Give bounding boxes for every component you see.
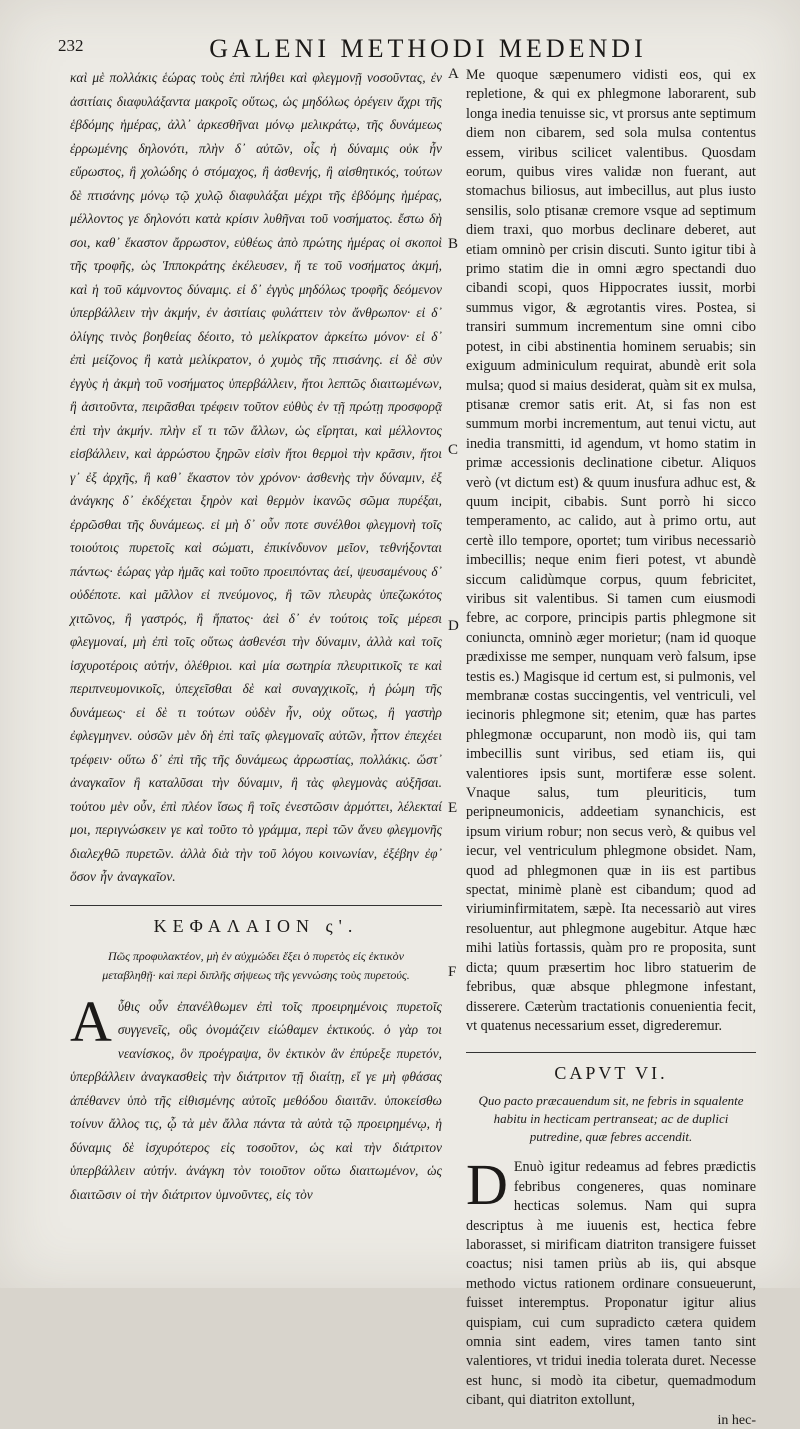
greek-column [70, 66, 442, 1206]
margin-letter-f: F [448, 964, 457, 980]
latin-chapter-text [466, 1152, 756, 1428]
latin-column [466, 66, 756, 1428]
greek-dropcap: Α [70, 988, 112, 1054]
greek-chapter-summary: Πῶς προφυλακτέον, μὴ ἐν αὐχμώδει ἕξει ὁ πυρετὸς εἰς ἑκτικὸν μεταβληθῇ· καὶ περὶ διπλῆς σήψεως τῆς γεννώσης τοὺς πυρετούς. [102, 948, 410, 982]
catchword: in hec- [717, 1412, 756, 1428]
greek-chapter-text [70, 988, 442, 1207]
latin-dropcap: D [466, 1152, 508, 1218]
greek-chapter-paragraph: ὖθις οὖν ἐπανέλθωμεν ἐπὶ τοῖς προειρημένοις πυρετοῖς συγγενεῖς, οὓς ὀνομάζειν εἰώθαμεν ἑκτικούς. ὁ γὰρ τοι νεανίσκος, ὃν προέγραψα, ὃν ἑκτικὸν ἂν ἐπύρεξε πυρετόν, ὑπερβάλλειν ἀναγκασθεὶς τὴν διάτριτον τῇ διαίτῃ, εἴ γε μὴ φθάσας ἀπέθανεν ὑπὸ τῆς εἰθισμένης αὐτοῖς μεθόδου διαιτᾶν. ὑποκείσθω τοίνυν ἄλλος τις, ᾧ τὰ μὲν ἄλλα πάντα τὰ αὐτὰ τῷ προειρημένῳ, ἡ δύναμις δὲ ἰσχυρότερος εἰς τοσοῦτον, ὡς καὶ τὴν διάτριτον ὑπερβάλλειν αὐτήν. ἀνάγκη τὸν τοιοῦτον οὕτω διαιτωμένον, ὡς διαιτῶσιν οἱ τὴν διάτριτον ὑμνοῦντες, εἰς τὸν [70, 998, 442, 1202]
latin-text [466, 66, 756, 1036]
margin-letter-a: A [448, 66, 459, 82]
margin-letter-e: E [448, 800, 458, 816]
greek-text [70, 66, 442, 889]
running-head [58, 34, 748, 68]
greek-paragraph: καὶ μὲ πολλάκις ἑώρας τοὺς ἐπὶ πλήθει καὶ φλεγμονῇ νοσοῦντας, ἐν ἀσιτίαις διαφυλάξαντα μακροῖς οὕτως, ὡς μηδόλως ὀρέγειν ἄχρι τῆς ἑβδόμης ἡμέρας, ἀλλ᾽ ἀρκεσθῆναι μόνῳ μελικράτῳ, τῆς δυνάμεως ἐρρωμένης δηλονότι, πλὴν δ᾽ αὐτῶν, οἷς ἡ δύναμις οὐκ ἦν εὔρωστος, ἢ χολώδης ὁ στόμαχος, ἢ ἀσθενής, ἢ αἰσθητικός, τούτων δὲ πτισάνης μόνῳ τῷ χυλῷ διαφυλάξαι μέχρι τῆς ἑβδόμης ἡμέρας, μέλλοντος γε δηλονότι κατὰ κρίσιν λυθῆναι τοῦ νοσήματος. ἔστω δὴ σοι, καθ᾽ ἕκαστον ἄρρωστον, εὐθέως ἀπὸ πρώτης ἡμέρας οἱ σκοποὶ τῆς τροφῆς, ὡς Ἱπποκράτης ἐκέλευσεν, ἥ τε τοῦ νοσήματος ἀκμή, καὶ ἡ τοῦ κάμνοντος δύναμις. εἰ δ᾽ ἐγγὺς μηδόλως τροφῆς δεόμενον ὑπερβάλλειν τὴν ἀκμήν, ἐν ἀσιτίαις φυλάττειν τὸν ἄνθρωπον· εἰ δ᾽ ὀλίγης τινὸς βοηθείας δέοιτο, τὸ μελίκρατον ἀρκείτω μόνον· εἰ δ᾽ ἐπὶ μείζονος ἢ κατὰ μελίκρατον, ὁ χυμὸς τῆς πτισάνης. εἰ δὲ σὺν ἐγγὺς ἡ ἀκμὴ τοῦ νοσήματος ὑπερβάλλειν, ἤτοι λεπτῶς διαιτωμένων, ἢ ἀσιτοῦντα, πειρᾶσθαι τρέφειν τοῦτον εὐθὺς ἐν τῇ πρώτῃ προσφορᾷ ἐπὶ τὴν ἀκμήν. πλὴν εἴ τι τῶν ἄλλων, ὡς εἴρηται, καὶ μέλλοντος εἰσβάλλειν, καὶ ἀρρώστου ξηρῶν εἰσὶν ἤτοι θερμοὶ τὴν κρᾶσιν, ἤτοι γ᾽ ἐξ ἀρχῆς, ἢ καθ᾽ ἕκαστον τὸν χρόνον· ἀσθενὴς τὴν δύναμιν, ἐξ ἀνάγκης δ᾽ ἐκδέχεται ξηρὸν καὶ θερμὸν ἱκανῶς σῶμα πυρέξαι, ἐρρῶσθαι τῆς δυνάμεως. εἰ μὴ δ᾽ οὗν ποτε συνέλθοι φλεγμονὴ τοῖς τοιούτοις πυρετοῖς καὶ σώματι, ἐπικίνδυνον μεῖον, τεθνήξονται πάντως· ἑώρας γὰρ ἡμᾶς καὶ τοῦτο προειπόντας ἀεί, ψευσαμένους δ᾽ οὐδέποτε. καὶ μᾶλλον εἰ πνεύμονος, ἢ τῶν πλευρὰς ὑπεζωκότος χιτῶνος, ἢ γαστρός, ἢ ἥπατος· ἀεὶ δ᾽ ἐν τούτοις τοῖς μέρεσι φλεγμοναί, μὴ ἐπὶ τοῖς οὕτως ἀσθενέσι τὴν δύναμιν, ἀλλὰ καὶ τοῖς ἰσχυροτέροις αὐτήν, ὀλέθριοι. καὶ μία σωτηρία πλευριτικοῖς τε καὶ περιπνευμονικοῖς, ὑπεχεῖσθαι δὲ καὶ συναγχικοῖς, ἡ ῥώμη τῆς δυνάμεως· εἰ δὲ τι τούτων οὐδὲν ἦν, οὐχ οὕτως, ἢ γαστὴρ ἐφλεγμηνεν. οὐσῶν μὲν δὴ ἐπὶ ταῖς φλεγμοναῖς αὐτῶν, ἧττον ἐπεχέει τρέφειν· οὕτω δ᾽ ἐπὶ τῆς τῆς δυνάμεως ἀρρωστίας, πολλάκις. ὥστ᾽ ἀναγκαῖον ἢ καταλῦσαι τὴν δύναμιν, ἢ τὰς φλεγμονὰς αὐξῆσαι. τούτου μὲν οὖν, ἐπὶ πλέον ἴσως ἢ τοῖς ἐνεστῶσιν ἁρμόττει, λέλεκταί μοι, περιγνώσκειν γε καὶ τοῦτο τὸ γράμμα, περὶ τῶν ἄνευ φλεγμονῆς διαλεχθῶ πυρετῶν. ἀλλὰ διὰ τὴν τοῦ λόγου κοινωνίαν, ἐξέβην ἐφ᾽ ὅσον ἦν ἀναγκαῖον. [70, 70, 442, 884]
page-number: 232 [58, 36, 84, 55]
margin-letters [444, 0, 464, 1288]
margin-letter-c: C [448, 442, 459, 458]
greek-chapter-title: ΚΕΦΑΛΑΙΟΝ ς'. [153, 915, 359, 936]
divider [70, 905, 442, 906]
latin-paragraph: Me quoque sæpenumero vidisti eos, qui ex repletione, & qui ex phlegmone laborarent, sub longa inedia tenuisse sic, vt prorsus ante septimum diem non cibarem, sed sola mulsa contentus essem, viribus scilicet valentibus. Quosdam eorum, quibus vires validæ non fuerant, aut stomachus biliosus, aut imbecillus, aut plus iusto sensilis, solo ptisanæ cremore vsque ad septimum diem traxi, quo morbus declinare deberet, aut etiam omninò per crisin discuti. Sunto igitur tibi à primo statim die in omni ægro spectandi duo cibandi scopi, quos Hippocrates iussit, morbi summus vigor, & ægrotantis vires. Postea, si transiri summum incrementum sine omni cibo potest, in cibi abstinentia hominem seruabis; sin exiguum adminiculum requirat, abundè erit sola mulsa; quod si maius desiderat, quàm sit ex mulsa, ptisanæ cremor satis erit. At, si fas non est summum morbi incrementum, aut tenui victu, aut inedia transmitti, id agendum, vt homo statim in primæ accessionis declinatione cibetur. Aliquos verò (vt dictum est) & quum inusfura adhuc est, & quum incipit, cibabis. Sunt porrò hi sicco temperamento, ac calido, aut à primo ortu, aut certè illo tempore, oportet; tum viribus necessariò imbecillis; neque enim fieri potest, vt abundè siccum calidùmque corpus, quum febricitet, viribus sit valentibus. Si tamen cum eiusmodi febre, ac corpore, principis partis phlegmone sit coniuncta, omninò æger morietur; (nam id quoque prædixisse me semper, nunquam verò falsum, ipse testis es.) Magisque id certum est, si pulmonis, vel membranæ costas succingentis, vel ventriculi, vel iecinoris phlegmone sit; etenim, quæ has partes phlegmonæ occuparunt, non modò iis, qui tam imbecillis sunt viribus, sed etiam iis, qui valentiores ipsis sunt, mortiferæ esse solent. Vnaque salus, tum pleuriticis, tum peripneumonicis, addeetiam synanchicis, est ipsum virium robur; non secus verò, & quibus vel iecur, vel ventriculum phlegmone obsidet. Nam, quod ad phlegmonen quæ in iis est partibus spectat, minimè planè est cibandum; quod ad viriuminfirmitatem, sæpè. Ita necessariò aut vires resoluentur, aut phlegmone augebitur. Atque hæc mihi latiùs fortassis, quàm pro re proposita, sunt dicta; quum præsertim hoc libro statuerim de febribus, quæ absque phlegmone infestant, disserere. Cæterùm tractationis conuenientia fecit, vt quatenus necessarium esset, digrederemur. [466, 67, 756, 1034]
latin-chapter-paragraph: Enuò igitur redeamus ad febres prædictis febribus congeneres, quas nominare hecticas solemus. Nam qui supra descriptus à me iuuenis est, hectica febre laborasset, si mirificam diatriton transigere fuisset coactus; nisi tamen priùs ab iis, qui absque methodo victus rationem ordinare consueuerunt, fuisset interemptus. Proponatur igitur alius quispiam, cui cum supradicto cætera quidem omnia sint eadem, vires tamen tanto sint valentiores, vt tridui inedia tolerata duret. Necesse est hunc, si modò ita cibetur, quemadmodum cibant, qui diatriton extollunt, [466, 1159, 756, 1409]
margin-letter-b: B [448, 236, 459, 252]
margin-letter-d: D [448, 618, 459, 634]
running-title: GALENI METHODI MEDENDI [209, 34, 647, 63]
divider [466, 1052, 756, 1053]
latin-chapter-title: CAPVT VI. [554, 1063, 668, 1084]
latin-chapter-summary: Quo pacto præcauendum sit, ne febris in squalente habitu in hecticam pertranseat; ac de duplici putredine, quæ febres accendit. [478, 1093, 744, 1145]
